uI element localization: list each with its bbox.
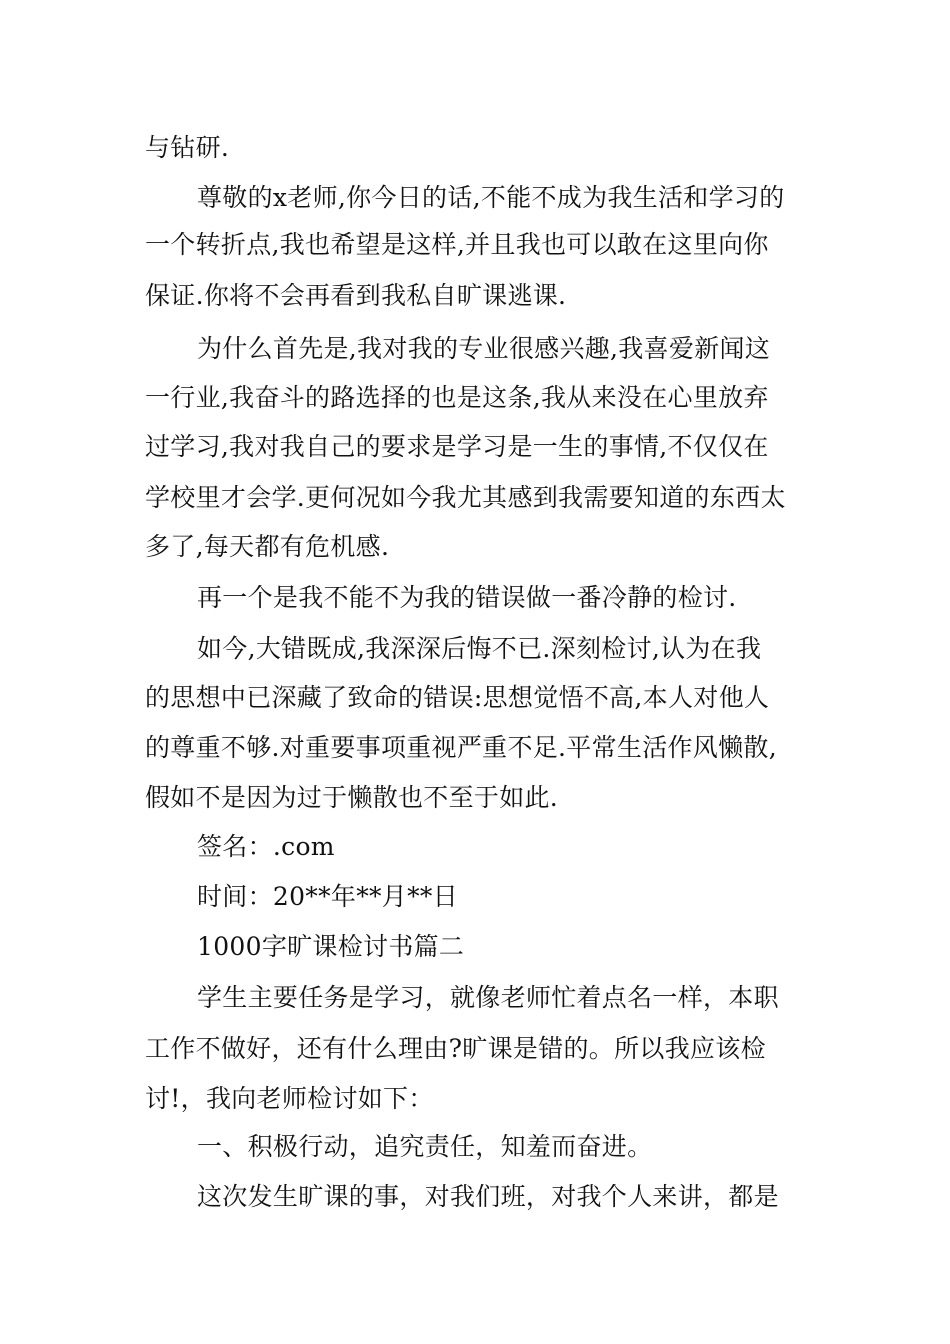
text-line: 讨!，我向老师检讨如下： [145,1084,434,1113]
paragraph-start: 为什么首先是,我对我的专业很感兴趣,我喜爱新闻这 [197,334,771,363]
text-line: 多了,每天都有危机感. [145,532,390,561]
text-line: 一行业,我奋斗的路选择的也是这条,我从来没在心里放弃 [145,383,769,412]
text-line: 假如不是因为过于懒散也不至于如此. [145,783,559,812]
text-line: 过学习,我对我自己的要求是学习是一生的事情,不仅仅在 [145,432,769,461]
paragraph-start: 尊敬的x老师,你今日的话,不能不成为我生活和学习的 [197,183,785,212]
paragraph-start: 再一个是我不能不为我的错误做一番冷静的检讨. [197,583,737,612]
text-line: 工作不做好，还有什么理由?旷课是错的。所以我应该检 [145,1034,766,1063]
text-line: 的尊重不够.对重要事项重视严重不足.平常生活作风懒散, [145,733,777,762]
signature-line: 签名：.com [197,832,335,861]
text-line: 与钻研. [145,133,230,162]
paragraph-start: 如今,大错既成,我深深后悔不已.深刻检讨,认为在我 [197,634,762,663]
section-heading: 1000字旷课检讨书篇二 [197,932,465,961]
text-line: 的思想中已深藏了致命的错误:思想觉悟不高,本人对他人 [145,683,770,712]
date-line: 时间：20**年**月**日 [197,882,459,911]
paragraph-start: 学生主要任务是学习，就像老师忙着点名一样，本职 [197,983,779,1012]
paragraph-start: 这次发生旷课的事，对我们班，对我个人来讲，都是 [197,1182,779,1211]
paragraph-start: 一、积极行动，追究责任，知羞而奋进。 [197,1132,653,1161]
text-line: 保证.你将不会再看到我私自旷课逃课. [145,281,567,310]
text-line: 学校里才会学.更何况如今我尤其感到我需要知道的东西太 [145,483,786,512]
text-line: 一个转折点,我也希望是这样,并且我也可以敢在这里向你 [145,230,769,259]
